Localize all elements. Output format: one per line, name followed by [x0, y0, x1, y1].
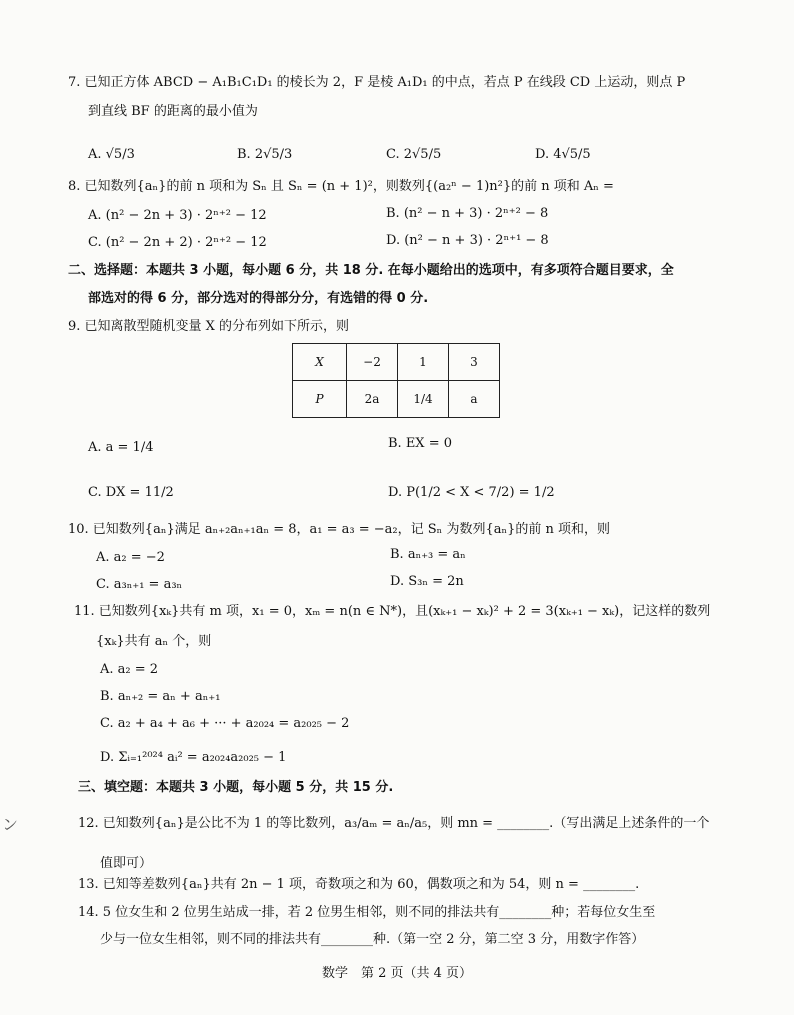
q11-stem-line2: {xₖ}共有 aₙ 个，则 [96, 634, 212, 649]
q11-option-a: A. a₂ = 2 [100, 662, 159, 677]
table-row [293, 381, 500, 418]
section-2-heading-line2: 部选对的得 6 分，部分选对的得部分分，有选错的得 0 分. [88, 291, 429, 306]
q10-option-a: A. a₂ = −2 [96, 550, 165, 565]
q11-option-b: B. aₙ₊₂ = aₙ + aₙ₊₁ [100, 689, 221, 704]
q9-stem: 9. 已知离散型随机变量 X 的分布列如下所示，则 [68, 319, 350, 334]
q7-option-c: C. 2√5/5 [386, 147, 442, 162]
page-footer: 数学 第 2 页（共 4 页） [321, 966, 473, 981]
table-row [293, 344, 500, 381]
q8-stem: 8. 已知数列{aₙ}的前 n 项和为 Sₙ 且 Sₙ = (n + 1)²，则数列{(a₂ⁿ − 1)n²}的前 n 项和 Aₙ = [68, 179, 614, 194]
table-cell: −2 [347, 344, 398, 381]
q7-stem-line1: 7. 已知正方体 ABCD − A₁B₁C₁D₁ 的棱长为 2，F 是棱 A₁D₁ 的中点，若点 P 在线段 CD 上运动，则点 P [68, 75, 686, 90]
section-2-heading-line1: 二、选择题：本题共 3 小题，每小题 6 分，共 18 分. 在每小题给出的选项中，有多项符合题目要求，全 [68, 263, 674, 278]
table-cell: X [293, 344, 347, 381]
q14-line2: 少与一位女生相邻，则不同的排法共有________种.（第一空 2 分，第二空 3 分，用数字作答） [100, 932, 645, 947]
table-cell: 3 [449, 344, 500, 381]
q10-option-b: B. aₙ₊₃ = aₙ [390, 547, 466, 562]
table-cell: 1 [398, 344, 449, 381]
q12-line1: 12. 已知数列{aₙ}是公比不为 1 的等比数列，a₃/aₘ = aₙ/a₅，则 mn = ________.（写出满足上述条件的一个 [78, 816, 710, 831]
q9-option-b: B. EX = 0 [388, 436, 452, 451]
table-cell: a [449, 381, 500, 418]
section-3-heading: 三、填空题：本题共 3 小题，每小题 5 分，共 15 分. [78, 780, 394, 795]
q7-option-a: A. √5/3 [88, 147, 135, 162]
q11-stem-line1: 11. 已知数列{xₖ}共有 m 项，x₁ = 0，xₘ = n(n ∈ N*)，且(xₖ₊₁ − xₖ)² + 2 = 3(xₖ₊₁ − xₖ)，记这样的数列 [74, 604, 711, 619]
q10-stem: 10. 已知数列{aₙ}满足 aₙ₊₂aₙ₊₁aₙ = 8，a₁ = a₃ = −a₂，记 Sₙ 为数列{aₙ}的前 n 项和，则 [68, 522, 610, 537]
table-cell: P [293, 381, 347, 418]
q8-option-c: C. (n² − 2n + 2) · 2ⁿ⁺² − 12 [88, 235, 267, 250]
q12-line2: 值即可） [100, 856, 153, 871]
q7-option-d: D. 4√5/5 [535, 147, 591, 162]
table-cell: 1/4 [398, 381, 449, 418]
q14-line1: 14. 5 位女生和 2 位男生站成一排，若 2 位男生相邻，则不同的排法共有________种；若每位女生至 [78, 905, 656, 920]
q11-option-c: C. a₂ + a₄ + a₆ + ··· + a₂₀₂₄ = a₂₀₂₅ − 2 [100, 716, 350, 731]
q9-option-d: D. P(1/2 < X < 7/2) = 1/2 [388, 485, 555, 500]
q8-option-d: D. (n² − n + 3) · 2ⁿ⁺¹ − 8 [386, 233, 549, 248]
margin-mark: ン [2, 815, 19, 834]
q10-option-d: D. S₃ₙ = 2n [390, 574, 464, 589]
q10-option-c: C. a₃ₙ₊₁ = a₃ₙ [96, 577, 183, 592]
table-cell: 2a [347, 381, 398, 418]
q9-option-c: C. DX = 11/2 [88, 485, 174, 500]
q8-option-b: B. (n² − n + 3) · 2ⁿ⁺² − 8 [386, 206, 549, 221]
q9-option-a: A. a = 1/4 [88, 440, 154, 455]
q11-option-d: D. Σᵢ₌₁²⁰²⁴ aᵢ² = a₂₀₂₄a₂₀₂₅ − 1 [100, 750, 287, 765]
q13-line: 13. 已知等差数列{aₙ}共有 2n − 1 项，奇数项之和为 60，偶数项之和为 54，则 n = ________. [78, 877, 640, 892]
q7-stem-line2: 到直线 BF 的距离的最小值为 [88, 104, 258, 119]
q9-distribution-table [292, 343, 500, 418]
q8-option-a: A. (n² − 2n + 3) · 2ⁿ⁺² − 12 [88, 208, 267, 223]
q7-option-b: B. 2√5/3 [237, 147, 293, 162]
